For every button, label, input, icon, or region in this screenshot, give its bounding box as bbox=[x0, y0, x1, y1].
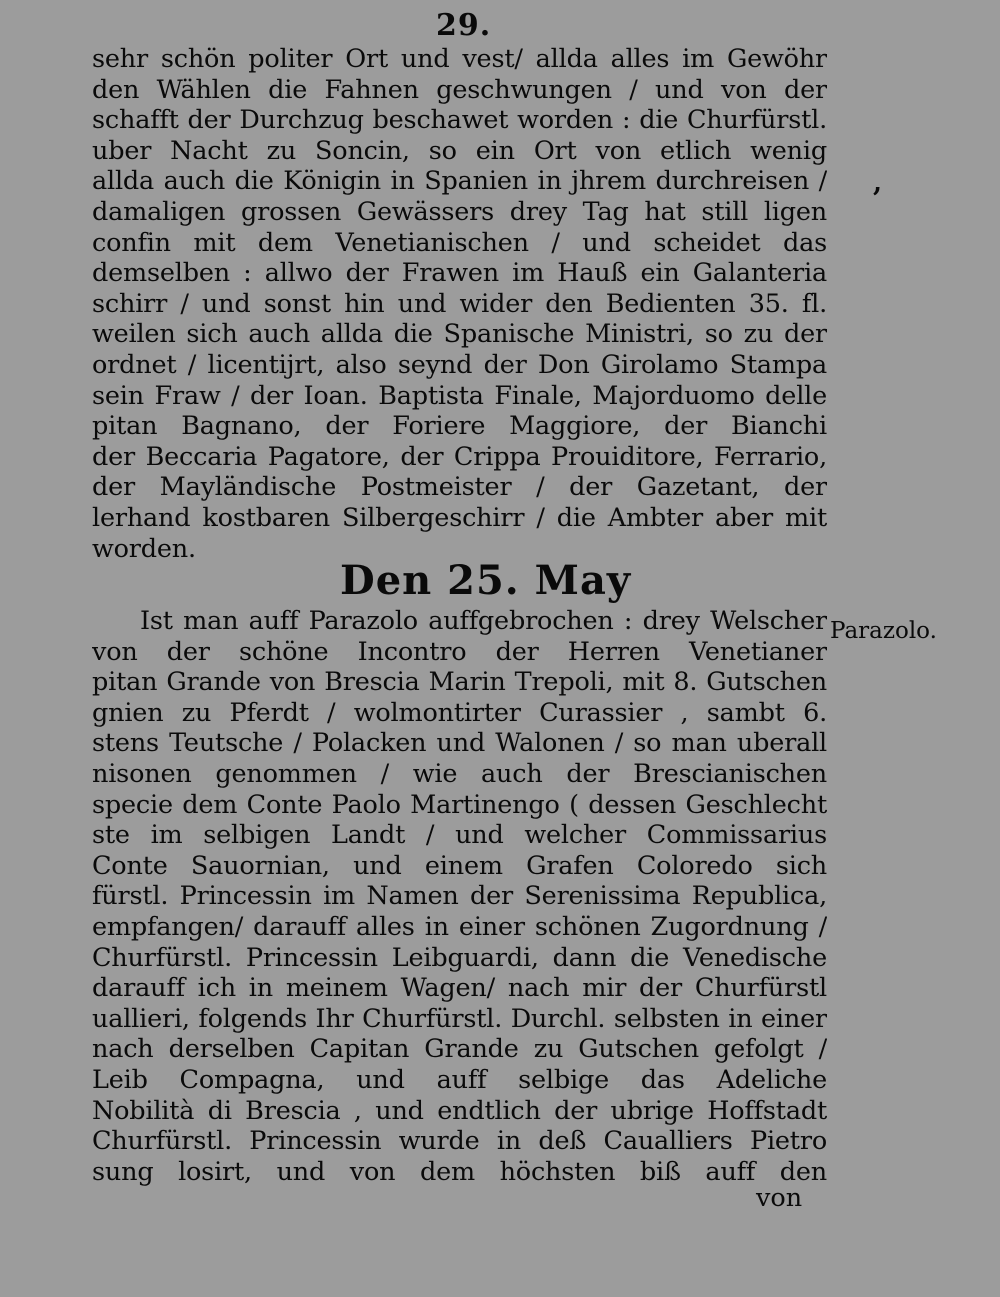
text-line: pitan Bagnano, der Foriere Maggiore, der Bianchi bbox=[92, 411, 827, 442]
text-line-first: Ist man auff Parazolo auffgebrochen : drey Welscher bbox=[140, 606, 827, 636]
text-line: uber Nacht zu Soncin, so ein Ort von etlich wenig bbox=[92, 135, 827, 166]
text-line: stens Teutsche / Polacken und Walonen / so man uberall bbox=[92, 728, 827, 759]
text-line: ordnet / licentijrt, also seynd der Don Girolamo Stampa bbox=[92, 349, 827, 380]
date-heading: Den 25. May bbox=[340, 557, 632, 604]
text-line: schirr / und sonst hin und wider den Bedienten 35. fl. bbox=[92, 288, 827, 319]
text-line: ste im selbigen Landt / und welcher Commissarius bbox=[92, 820, 827, 851]
text-line: damaligen grossen Gewässers drey Tag hat still ligen bbox=[92, 196, 827, 227]
text-line: nisonen genommen / wie auch der Brescianischen bbox=[92, 758, 827, 789]
text-line: gnien zu Pferdt / wolmontirter Curassier , sambt 6. bbox=[92, 697, 827, 728]
text-line: Leib Compagna, und auff selbige das Adeliche bbox=[92, 1064, 827, 1095]
text-line: der Beccaria Pagatore, der Crippa Prouiditore, Ferrario, bbox=[92, 441, 827, 472]
text-line: darauff ich in meinem Wagen/ nach mir der Churfürstl bbox=[92, 973, 827, 1004]
text-line: uallieri, folgends Ihr Churfürstl. Durchl. selbsten in einer bbox=[92, 1003, 827, 1034]
text-line: sung losirt, und von dem höchsten biß auff den bbox=[92, 1156, 827, 1187]
text-line: von der schöne Incontro der Herren Venetianer bbox=[92, 636, 827, 667]
margin-mark: , bbox=[873, 168, 883, 198]
text-line: Churfürstl. Princessin wurde in deß Caualliers Pietro bbox=[92, 1126, 827, 1157]
text-line: schafft der Durchzug beschawet worden : die Churfürstl. bbox=[92, 105, 827, 136]
text-line: fürstl. Princessin im Namen der Serenissima Republica, bbox=[92, 881, 827, 912]
text-line: der Mayländische Postmeister / der Gazetant, der bbox=[92, 472, 827, 503]
text-line: pitan Grande von Brescia Marin Trepoli, mit 8. Gutschen bbox=[92, 667, 827, 698]
margin-note: Parazolo. bbox=[830, 618, 937, 644]
text-line: den Wählen die Fahnen geschwungen / und von der bbox=[92, 74, 827, 105]
catchword: von bbox=[756, 1183, 803, 1213]
text-line: nach derselben Capitan Grande zu Gutschen gefolgt / bbox=[92, 1034, 827, 1065]
text-line: allda auch die Königin in Spanien in jhrem durchreisen / bbox=[92, 166, 827, 197]
text-line: Conte Sauornian, und einem Grafen Coloredo sich bbox=[92, 850, 827, 881]
text-line: empfangen/ darauff alles in einer schönen Zugordnung / bbox=[92, 911, 827, 942]
text-line: sehr schön politer Ort und vest/ allda alles im Gewöhr bbox=[92, 44, 827, 74]
text-line: Nobilità di Brescia , und endtlich der ubrige Hoffstadt bbox=[92, 1095, 827, 1126]
text-line: sein Fraw / der Ioan. Baptista Finale, Majorduomo delle bbox=[92, 380, 827, 411]
page-number: 29. bbox=[436, 8, 492, 43]
text-line: Churfürstl. Princessin Leibguardi, dann die Venedische bbox=[92, 942, 827, 973]
paragraph-1 bbox=[92, 44, 827, 564]
text-line: weilen sich auch allda die Spanische Ministri, so zu der bbox=[92, 319, 827, 350]
text-line-last: worden. bbox=[92, 533, 196, 564]
text-line: demselben : allwo der Frawen im Hauß ein Galanteria bbox=[92, 258, 827, 289]
paragraph-2 bbox=[92, 606, 827, 1187]
text-line: lerhand kostbaren Silbergeschirr / die Ambter aber mit bbox=[92, 502, 827, 533]
text-line: specie dem Conte Paolo Martinengo ( dessen Geschlecht bbox=[92, 789, 827, 820]
text-line: confin mit dem Venetianischen / und scheidet das bbox=[92, 227, 827, 258]
